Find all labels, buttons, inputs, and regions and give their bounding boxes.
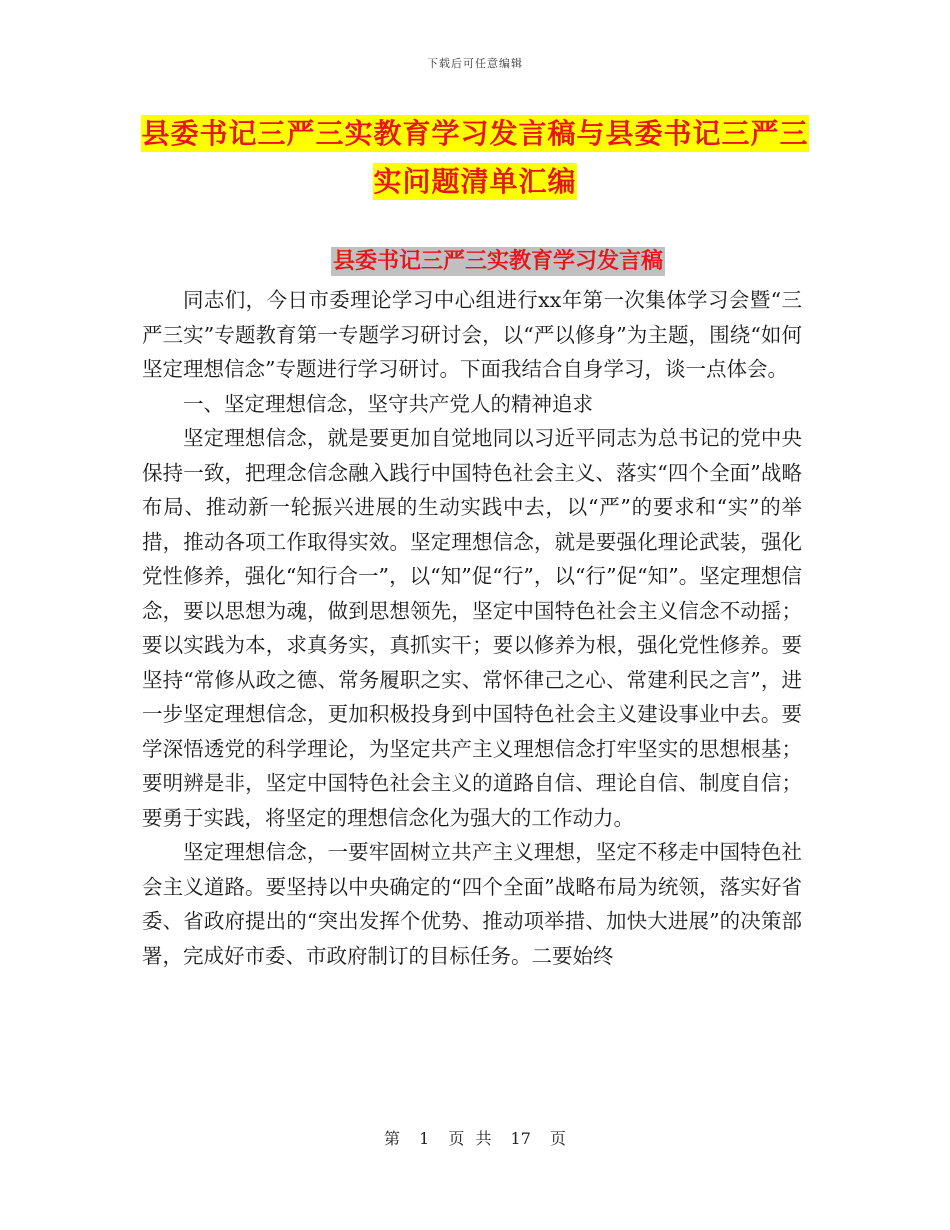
section-title bbox=[0, 245, 950, 279]
paragraph: 同志们，今日市委理论学习中心组进行xx年第一次集体学习会暨“三严三实”专题教育第一专题学习研讨会，以“严以修身”为主题，围绕“如何坚定理想信念”专题进行学习研讨。下面我结合自身学习，谈一点体会。 bbox=[142, 288, 802, 381]
document-body bbox=[142, 283, 802, 973]
footer-middle: 页 共 bbox=[448, 1129, 492, 1148]
footer-suffix: 页 bbox=[550, 1129, 567, 1148]
header-note: 下载后可任意编辑 bbox=[427, 57, 523, 70]
footer-prefix: 第 bbox=[383, 1129, 400, 1148]
paragraph: 坚定理想信念，就是要更加自觉地同以习近平同志为总书记的党中央保持一致，把理念信念融入践行中国特色社会主义、落实“四个全面”战略布局、推动新一轮振兴进展的生动实践中去，以“严”的要求和“实”的举措，推动各项工作取得实效。坚定理想信念，就是要强化理论武装，强化党性修养，强化“知行合一”，以“知”促“行”，以“行”促“知”。坚定理想信念，要以思想为魂，做到思想领先，坚定中国特色社会主义信念不动摇；要以实践为本，求真务实，真抓实干；要以修养为根，强化党性修养。要坚持“常修从政之德、常务履职之实、常怀律己之心、常建利民之言”，进一步坚定理想信念，更加积极投身到中国特色社会主义建设事业中去。要学深悟透党的科学理论，为坚定共产主义理想信念打牢坚实的思想根基；要明辨是非，坚定中国特色社会主义的道路自信、理论自信、制度自信；要勇于实践，将坚定的理想信念化为强大的工作动力。 bbox=[142, 426, 802, 830]
section-title-text: 县委书记三严三实教育学习发言稿 bbox=[332, 249, 663, 274]
page-footer bbox=[0, 1126, 950, 1149]
paragraph: 坚定理想信念，一要牢固树立共产主义理想，坚定不移走中国特色社会主义道路。要坚持以中央确定的“四个全面”战略布局为统领，落实好省委、省政府提出的“突出发挥个优势、推动项举措、加快大进展”的决策部署，完成好市委、市政府制订的目标任务。二要始终 bbox=[142, 840, 802, 968]
total-pages: 17 bbox=[510, 1129, 531, 1148]
document-title bbox=[140, 110, 810, 206]
heading-paragraph: 一、坚定理想信念，坚守共产党人的精神追求 bbox=[183, 391, 593, 416]
page-number: 1 bbox=[419, 1129, 430, 1148]
document-title-text: 县委书记三严三实教育学习发言稿与县委书记三严三实问题清单汇编 bbox=[141, 117, 809, 198]
